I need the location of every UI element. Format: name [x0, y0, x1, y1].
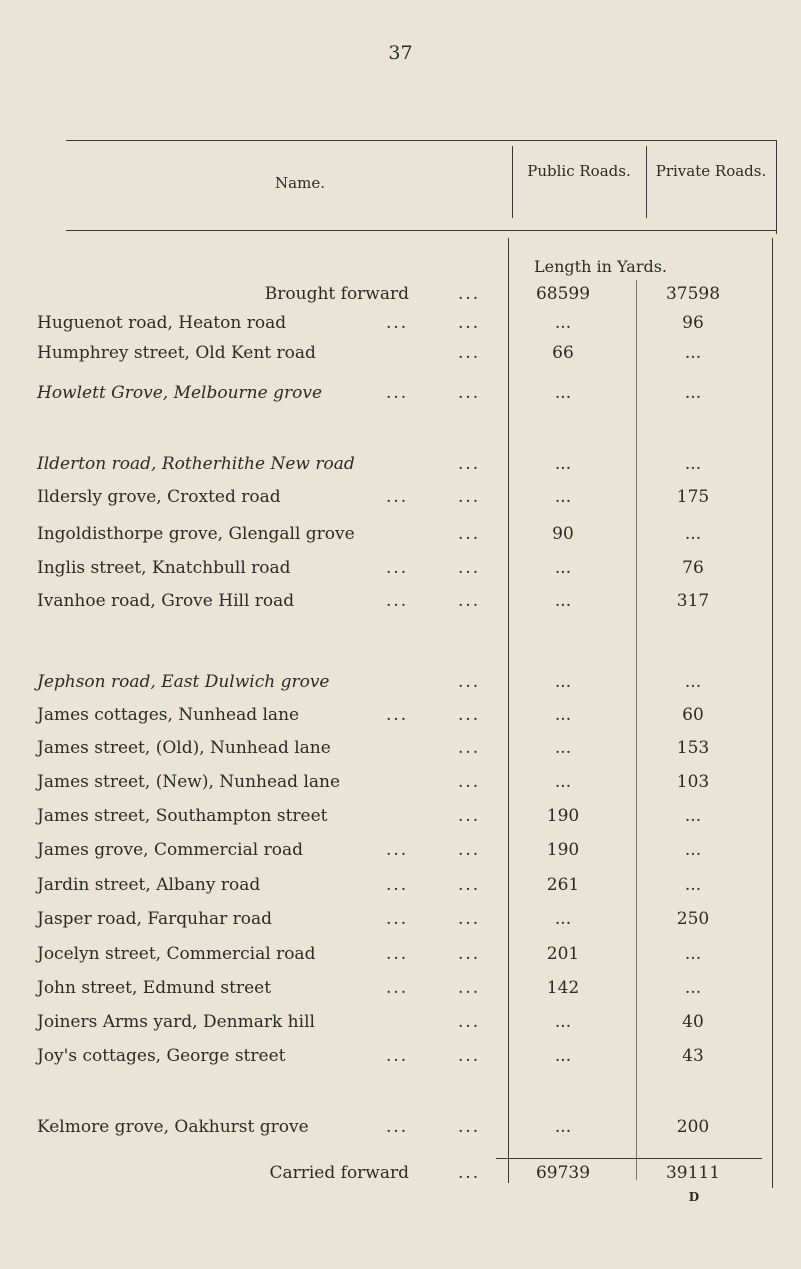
- road-name: James street, (New), Nunhead lane: [37, 772, 341, 792]
- road-name: Ingoldisthorpe grove, Glengall grove: [37, 524, 355, 544]
- road-name: Jocelyn street, Commercial road: [37, 944, 316, 964]
- leader-dots: ...: [386, 705, 409, 725]
- page-number: 37: [388, 42, 413, 64]
- leader-dots: ...: [458, 383, 481, 403]
- road-name: James street, (Old), Nunhead lane: [37, 738, 331, 758]
- leader-dots: ...: [458, 343, 481, 363]
- public-roads-value: ...: [554, 487, 572, 507]
- private-roads-value: ...: [684, 672, 702, 692]
- private-roads-value: ...: [684, 840, 702, 860]
- table-row: [0, 1117, 801, 1147]
- public-roads-value: 201: [546, 944, 580, 964]
- private-roads-value: 103: [676, 772, 710, 792]
- leader-dots: ...: [386, 313, 409, 333]
- public-roads-value: 261: [546, 875, 580, 895]
- public-roads-value: 90: [552, 524, 574, 544]
- public-roads-value: ...: [554, 313, 572, 333]
- table-row: [0, 840, 801, 870]
- public-roads-value: ...: [554, 454, 572, 474]
- public-roads-value: ...: [554, 1012, 572, 1032]
- private-roads-value: ...: [684, 343, 702, 363]
- leader-dots: ...: [458, 1163, 481, 1183]
- header-divider-1: [512, 146, 513, 218]
- leader-dots: ...: [386, 383, 409, 403]
- private-roads-value: ...: [684, 383, 702, 403]
- private-roads-value: 60: [682, 705, 704, 725]
- header-divider-2: [646, 146, 647, 218]
- road-name: Huguenot road, Heaton road: [37, 313, 287, 333]
- unit-label: Length in Yards.: [534, 257, 668, 276]
- public-roads-value: ...: [554, 909, 572, 929]
- leader-dots: ...: [458, 705, 481, 725]
- private-roads-value: 200: [676, 1117, 710, 1137]
- public-roads-value: ...: [554, 705, 572, 725]
- leader-dots: ...: [386, 944, 409, 964]
- private-roads-value: ...: [684, 806, 702, 826]
- public-roads-value: ...: [554, 738, 572, 758]
- leader-dots: ...: [386, 591, 409, 611]
- carried-forward-public: 69739: [535, 1163, 591, 1183]
- private-roads-value: 96: [682, 313, 704, 333]
- table-row: [0, 524, 801, 554]
- public-roads-value: 190: [546, 806, 580, 826]
- road-name: Inglis street, Knatchbull road: [37, 558, 291, 578]
- header-right-border: [776, 140, 777, 234]
- table-row: [0, 1046, 801, 1076]
- public-roads-value: ...: [554, 1117, 572, 1137]
- public-roads-value: ...: [554, 672, 572, 692]
- table-row: [0, 1012, 801, 1042]
- private-roads-value: 317: [676, 591, 710, 611]
- table-row: [0, 343, 801, 373]
- header-name: Name.: [275, 174, 325, 192]
- table-row: [0, 772, 801, 802]
- leader-dots: ...: [458, 1046, 481, 1066]
- leader-dots: ...: [458, 944, 481, 964]
- leader-dots: ...: [458, 909, 481, 929]
- road-name: Kelmore grove, Oakhurst grove: [37, 1117, 309, 1137]
- road-name: Jephson road, East Dulwich grove: [37, 672, 330, 692]
- table-row: [0, 454, 801, 484]
- private-roads-value: ...: [684, 875, 702, 895]
- leader-dots: ...: [458, 875, 481, 895]
- table-row: [0, 909, 801, 939]
- leader-dots: ...: [458, 1012, 481, 1032]
- signature-mark: D: [688, 1190, 700, 1204]
- road-name: Ildersly grove, Croxted road: [37, 487, 281, 507]
- road-name: James grove, Commercial road: [37, 840, 303, 860]
- leader-dots: ...: [386, 840, 409, 860]
- leader-dots: ...: [458, 978, 481, 998]
- table-row: [0, 591, 801, 621]
- leader-dots: ...: [386, 487, 409, 507]
- table-row: [0, 672, 801, 702]
- leader-dots: ...: [386, 978, 409, 998]
- road-name: Humphrey street, Old Kent road: [37, 343, 316, 363]
- leader-dots: ...: [458, 772, 481, 792]
- header-bottom-rule: [66, 230, 776, 231]
- table-row: [0, 705, 801, 735]
- leader-dots: ...: [458, 558, 481, 578]
- table-row: [0, 944, 801, 974]
- table-row: [0, 313, 801, 343]
- public-roads-value: ...: [554, 383, 572, 403]
- road-name: Joy's cottages, George street: [37, 1046, 286, 1066]
- table-row: [0, 487, 801, 517]
- road-name: Howlett Grove, Melbourne grove: [37, 383, 323, 403]
- table-top-rule: [66, 140, 776, 141]
- leader-dots: ...: [458, 313, 481, 333]
- leader-dots: ...: [458, 840, 481, 860]
- private-roads-value: 250: [676, 909, 710, 929]
- header-public-roads: Public Roads.: [527, 162, 631, 180]
- private-roads-value: 153: [676, 738, 710, 758]
- table-row: [0, 383, 801, 413]
- leader-dots: ...: [386, 558, 409, 578]
- table-row: [0, 978, 801, 1008]
- header-private-roads: Private Roads.: [655, 162, 767, 180]
- brought-forward-public: 68599: [535, 284, 591, 304]
- leader-dots: ...: [386, 909, 409, 929]
- leader-dots: ...: [386, 1046, 409, 1066]
- road-name: James cottages, Nunhead lane: [37, 705, 300, 725]
- public-roads-value: ...: [554, 1046, 572, 1066]
- private-roads-value: ...: [684, 978, 702, 998]
- leader-dots: ...: [458, 487, 481, 507]
- public-roads-value: ...: [554, 772, 572, 792]
- private-roads-value: ...: [684, 454, 702, 474]
- leader-dots: ...: [458, 284, 481, 304]
- leader-dots: ...: [458, 524, 481, 544]
- road-name: Ivanhoe road, Grove Hill road: [37, 591, 295, 611]
- public-roads-value: 190: [546, 840, 580, 860]
- road-name: Ilderton road, Rotherhithe New road: [37, 454, 355, 474]
- leader-dots: ...: [458, 672, 481, 692]
- road-name: James street, Southampton street: [37, 806, 328, 826]
- table-row: [0, 738, 801, 768]
- leader-dots: ...: [458, 454, 481, 474]
- private-roads-value: ...: [684, 524, 702, 544]
- road-name: Jardin street, Albany road: [37, 875, 261, 895]
- leader-dots: ...: [458, 806, 481, 826]
- table-row: [0, 558, 801, 588]
- public-roads-value: 66: [552, 343, 574, 363]
- carried-forward-row: [0, 1163, 801, 1193]
- leader-dots: ...: [386, 875, 409, 895]
- table-row: [0, 875, 801, 905]
- public-roads-value: 142: [546, 978, 580, 998]
- private-roads-value: 175: [676, 487, 710, 507]
- road-name: Joiners Arms yard, Denmark hill: [37, 1012, 315, 1032]
- road-name: John street, Edmund street: [37, 978, 272, 998]
- private-roads-value: 76: [682, 558, 704, 578]
- public-roads-value: ...: [554, 591, 572, 611]
- leader-dots: ...: [458, 738, 481, 758]
- leader-dots: ...: [458, 1117, 481, 1137]
- brought-forward-row: [0, 284, 801, 314]
- table-row: [0, 806, 801, 836]
- road-name: Jasper road, Farquhar road: [37, 909, 273, 929]
- carried-forward-private: 39111: [665, 1163, 721, 1183]
- leader-dots: ...: [458, 591, 481, 611]
- total-rule: [496, 1158, 762, 1159]
- public-roads-value: ...: [554, 558, 572, 578]
- private-roads-value: ...: [684, 944, 702, 964]
- carried-forward-label: Carried forward: [269, 1163, 409, 1183]
- private-roads-value: 40: [682, 1012, 704, 1032]
- private-roads-value: 43: [682, 1046, 704, 1066]
- leader-dots: ...: [386, 1117, 409, 1137]
- brought-forward-private: 37598: [665, 284, 721, 304]
- brought-forward-label: Brought forward: [264, 284, 409, 304]
